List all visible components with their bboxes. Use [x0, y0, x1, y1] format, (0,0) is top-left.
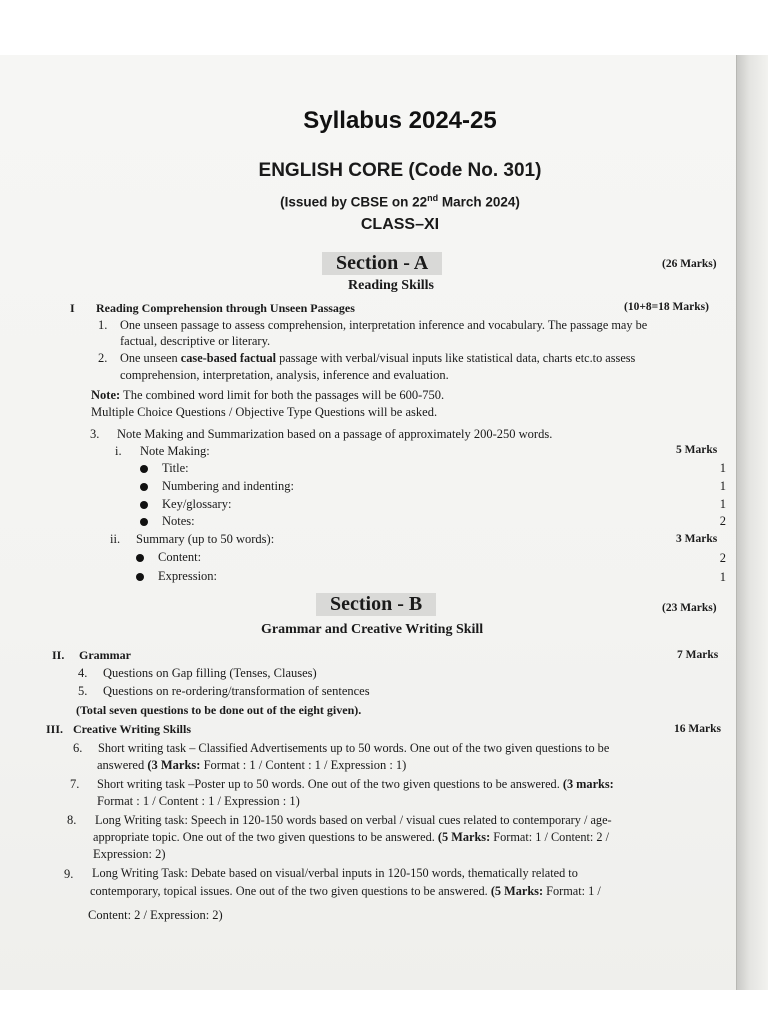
- bullet-icon: [136, 554, 144, 562]
- list-item-mark: 1: [719, 497, 726, 511]
- bullet-icon: [140, 501, 148, 509]
- class-label: CLASS–XI: [360, 216, 440, 233]
- subitem-marks: 3 Marks: [676, 533, 718, 545]
- syllabus-title: Syllabus 2024-25: [303, 107, 497, 134]
- list-item: Key/glossary:: [140, 497, 231, 512]
- subitem-label: Summary (up to 50 words):: [136, 532, 275, 546]
- list-item-mark: 2: [719, 514, 726, 528]
- list-item: Numbering and indenting:: [140, 479, 294, 494]
- part-marks: 16 Marks: [674, 723, 721, 735]
- mcq-line: Multiple Choice Questions / Objective Type Questions will be asked.: [91, 405, 438, 419]
- bullet-icon: [140, 518, 148, 526]
- list-item: Notes:: [140, 514, 195, 529]
- list-item-mark: 1: [719, 479, 726, 493]
- grammar-note: (Total seven questions to be done out of the eight given).: [76, 703, 362, 717]
- item-text: Short writing task –Poster up to 50 words. One out of the two given questions to be answered. (3 marks:: [97, 777, 614, 791]
- list-item-mark: 1: [719, 570, 726, 584]
- item-number: 7.: [70, 777, 80, 791]
- list-item: Title:: [140, 461, 189, 476]
- item-text: answered (3 Marks: Format : 1 / Content : 1 / Expression : 1): [97, 758, 407, 772]
- part-title: Grammar: [79, 648, 131, 662]
- item-text: Long Writing task: Speech in 120-150 words based on verbal / visual cues related to contemporary / age-: [95, 813, 612, 827]
- part-marks: 7 Marks: [677, 649, 719, 661]
- subitem-marks: 5 Marks: [676, 444, 718, 456]
- section-b-marks: (23 Marks): [662, 602, 717, 614]
- section-b-heading: Section - B: [316, 593, 436, 616]
- item-text: Questions on re-ordering/transformation of sentences: [103, 684, 370, 698]
- issued-line: (Issued by CBSE on 22nd March 2024): [280, 193, 520, 210]
- subitem-number: ii.: [110, 532, 121, 546]
- item-text: contemporary, topical issues. One out of the two given questions to be answered. (5 Marks: Format: 1 /: [90, 884, 601, 898]
- item-text: One unseen passage to assess comprehension, interpretation inference and vocabulary. The passage may be: [120, 318, 648, 332]
- list-item-mark: 1: [719, 461, 726, 475]
- subject-title: ENGLISH CORE (Code No. 301): [258, 160, 542, 181]
- part-number: II.: [52, 648, 65, 662]
- item-text: Format : 1 / Content : 1 / Expression : 1): [97, 794, 300, 808]
- item-number: 9.: [64, 867, 74, 881]
- part-number: I: [70, 301, 75, 315]
- item-text: Questions on Gap filling (Tenses, Clauses): [103, 666, 317, 680]
- item-number: 2.: [98, 351, 108, 365]
- section-b-subheading: Grammar and Creative Writing Skill: [261, 622, 484, 637]
- bullet-icon: [140, 483, 148, 491]
- item-text: appropriate topic. One out of the two given questions to be answered. (5 Marks: Format: 1 / Content: 2 /: [93, 830, 610, 844]
- section-a-heading: Section - A: [322, 252, 442, 275]
- item-number: 6.: [73, 741, 83, 755]
- item-number: 5.: [78, 684, 88, 698]
- bullet-icon: [140, 465, 148, 473]
- item-number: 1.: [98, 318, 108, 332]
- item-number: 4.: [78, 666, 88, 680]
- part-number: III.: [46, 722, 64, 736]
- list-item-mark: 2: [719, 551, 726, 565]
- item-text: Note Making and Summarization based on a passage of approximately 200-250 words.: [117, 427, 553, 441]
- part-marks: (10+8=18 Marks): [624, 301, 709, 313]
- item-text: Long Writing Task: Debate based on visual/verbal inputs in 120-150 words, thematically related to: [92, 866, 578, 880]
- page-bottom-margin: [0, 990, 768, 1024]
- list-item: Expression:: [136, 569, 217, 584]
- part-title: Creative Writing Skills: [73, 722, 192, 736]
- item-text: Expression: 2): [93, 847, 166, 861]
- section-a-subheading: Reading Skills: [348, 278, 434, 293]
- note-line: Note: The combined word limit for both the passages will be 600-750.: [91, 388, 445, 402]
- item-text: Short writing task – Classified Advertisements up to 50 words. One out of the two given questions to be: [98, 741, 610, 755]
- item-number: 3.: [90, 427, 100, 441]
- item-text: factual, descriptive or literary.: [120, 334, 271, 348]
- section-a-marks: (26 Marks): [662, 258, 717, 270]
- subitem-number: i.: [115, 444, 122, 458]
- list-item: Content:: [136, 550, 201, 565]
- bullet-icon: [136, 573, 144, 581]
- subitem-label: Note Making:: [140, 444, 210, 458]
- item-text: comprehension, interpretation, analysis, inference and evaluation.: [120, 368, 449, 382]
- item-number: 8.: [67, 813, 77, 827]
- item-text: Content: 2 / Expression: 2): [88, 908, 223, 922]
- item-text: One unseen case-based factual passage with verbal/visual inputs like statistical data, charts etc.to assess: [120, 351, 636, 365]
- part-title: Reading Comprehension through Unseen Passages: [96, 301, 355, 315]
